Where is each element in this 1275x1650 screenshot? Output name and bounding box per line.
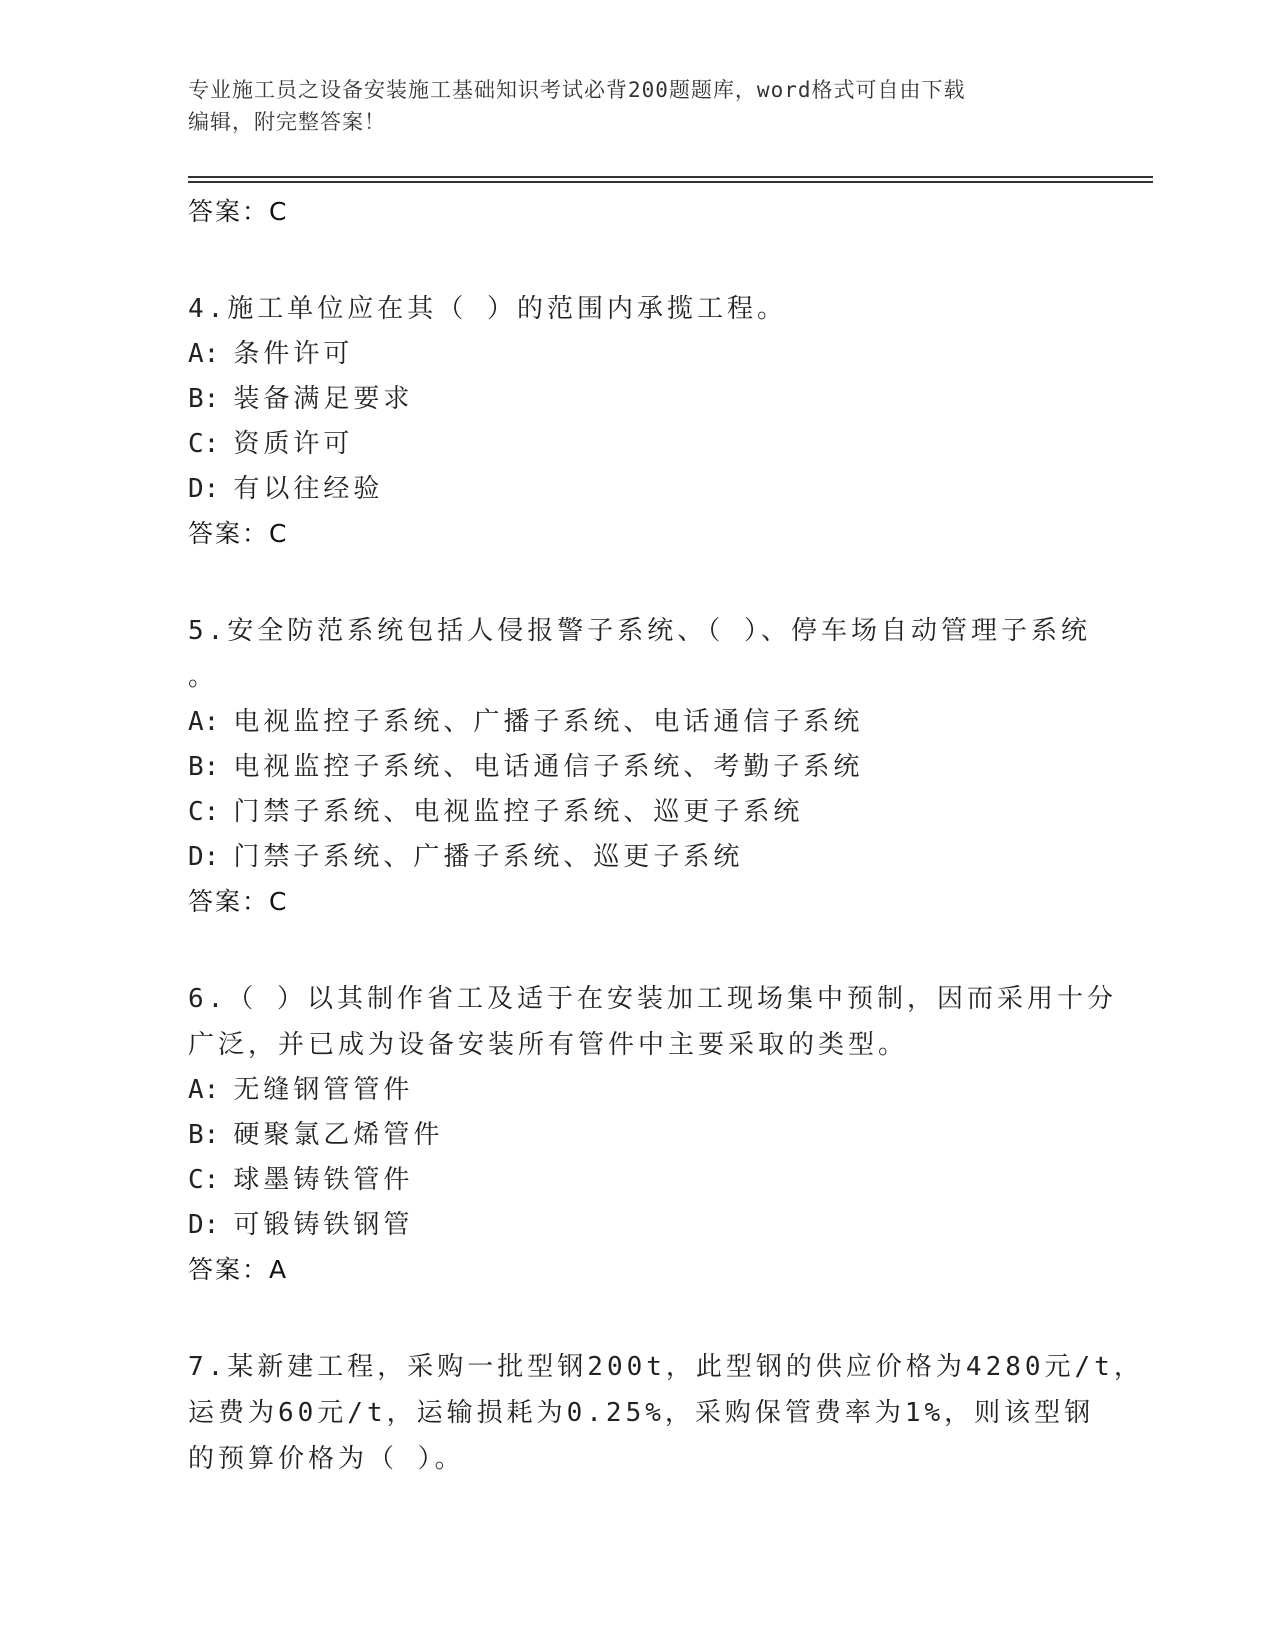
option-text: 门禁子系统、电视监控子系统、巡更子系统	[233, 797, 804, 827]
question-stem-line: 运费为60元/t，运输损耗为0.25%，采购保管费率为1%，则该型钢	[188, 1398, 1095, 1428]
option-letter: D:	[188, 1210, 220, 1240]
option-text: 有以往经验	[233, 474, 384, 504]
option-letter: A:	[188, 1075, 220, 1105]
option-d	[188, 1203, 1088, 1248]
answer-label: 答案：	[188, 1255, 270, 1284]
option-a	[188, 332, 1088, 377]
option-letter: B:	[188, 1120, 220, 1150]
question-stem-line: 7.某新建工程，采购一批型钢200t，此型钢的供应价格为4280元/t，	[188, 1352, 1144, 1382]
option-c	[188, 790, 1088, 835]
question-stem-line: 6.（ ）以其制作省工及适于在安装加工现场集中预制，因而采用十分	[188, 984, 1117, 1014]
option-letter: A:	[188, 707, 220, 737]
spacer	[188, 556, 1088, 608]
question-5	[188, 608, 1091, 924]
question-list	[188, 190, 1144, 1482]
answer-value: C	[269, 519, 287, 548]
document-header	[188, 74, 1068, 138]
spacer	[188, 234, 1088, 286]
header-rule-top	[188, 176, 1153, 178]
option-c	[188, 422, 1088, 467]
header-title-line-2: 编辑，附完整答案！	[188, 110, 386, 134]
answer-label: 答案：	[188, 519, 270, 548]
answer-line	[188, 880, 1088, 924]
option-letter: B:	[188, 752, 220, 782]
header-title-line-1: 专业施工员之设备安装施工基础知识考试必背200题题库，word格式可自由下载	[188, 78, 966, 102]
option-letter: C:	[188, 797, 220, 827]
option-text: 门禁子系统、广播子系统、巡更子系统	[233, 842, 744, 872]
question-stem-line: 的预算价格为（ ）。	[188, 1444, 465, 1474]
option-letter: C:	[188, 1165, 220, 1195]
question-4	[188, 286, 1088, 556]
answer-label: 答案：	[188, 887, 270, 916]
option-text: 电视监控子系统、广播子系统、电话通信子系统	[233, 707, 864, 737]
option-c	[188, 1158, 1088, 1203]
answer-value: C	[269, 887, 287, 916]
question-stem-line: 5.安全防范系统包括人侵报警子系统、（ ）、停车场自动管理子系统	[188, 616, 1091, 646]
option-text: 可锻铸铁钢管	[233, 1210, 414, 1240]
spacer	[188, 1292, 1088, 1344]
option-letter: D:	[188, 474, 220, 504]
option-a	[188, 1068, 1088, 1113]
option-text: 硬聚氯乙烯管件	[233, 1120, 444, 1150]
question-7	[188, 1344, 1144, 1482]
answer-value: C	[269, 197, 287, 226]
option-text: 条件许可	[233, 339, 354, 369]
option-text: 球墨铸铁管件	[233, 1165, 414, 1195]
answer-line	[188, 512, 1088, 556]
option-text: 无缝钢管管件	[233, 1075, 414, 1105]
option-text: 资质许可	[233, 429, 354, 459]
option-b	[188, 377, 1088, 422]
option-b	[188, 745, 1088, 790]
header-rule-bottom	[188, 181, 1153, 183]
option-letter: C:	[188, 429, 220, 459]
question-stem-line: 广泛，并已成为设备安装所有管件中主要采取的类型。	[188, 1030, 909, 1060]
question-stem-line: 4.施工单位应在其（ ）的范围内承揽工程。	[188, 294, 787, 324]
option-text: 装备满足要求	[233, 384, 414, 414]
answer-line	[188, 1248, 1088, 1292]
question-stem-line: 。	[188, 662, 219, 692]
option-d	[188, 467, 1088, 512]
answer-label: 答案：	[188, 197, 270, 226]
option-text: 电视监控子系统、电话通信子系统、考勤子系统	[233, 752, 864, 782]
option-letter: A:	[188, 339, 220, 369]
option-b	[188, 1113, 1088, 1158]
spacer	[188, 924, 1088, 976]
option-letter: B:	[188, 384, 220, 414]
option-letter: D:	[188, 842, 220, 872]
answer-line	[188, 190, 1088, 234]
option-a	[188, 700, 1088, 745]
option-d	[188, 835, 1088, 880]
question-6	[188, 976, 1117, 1292]
answer-value: A	[269, 1255, 287, 1284]
